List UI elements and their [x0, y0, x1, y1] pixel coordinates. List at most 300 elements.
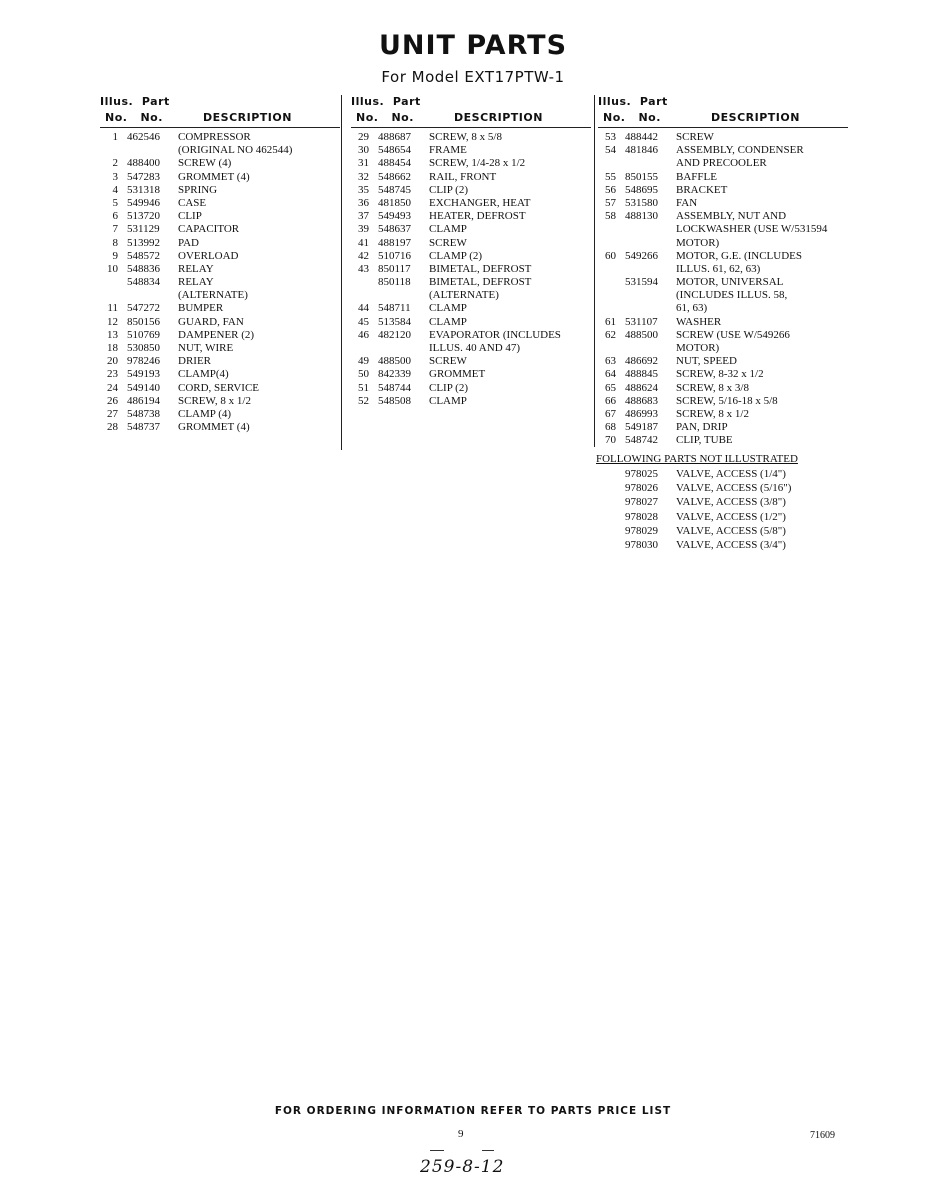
- part-description: CLAMP: [429, 223, 467, 236]
- part-number: 488687: [378, 131, 411, 143]
- description-header: DESCRIPTION: [711, 111, 800, 124]
- column-header: [598, 95, 848, 128]
- illus-number: 35: [358, 183, 369, 196]
- part-description: DAMPENER (2): [178, 328, 255, 341]
- part-header: Part: [639, 95, 668, 108]
- table-row: [100, 250, 340, 263]
- part-description: SCREW, 8 x 3/8: [676, 381, 749, 394]
- part-description: PAD: [178, 236, 199, 249]
- table-row: [351, 223, 591, 236]
- description-header: DESCRIPTION: [203, 111, 292, 124]
- part-number: 488683: [625, 394, 658, 407]
- part-description: CLIP (2): [429, 381, 469, 394]
- part-number: 850156: [127, 315, 160, 328]
- column-header: [351, 95, 591, 128]
- table-row: [351, 395, 591, 408]
- part-description: CLAMP(4): [178, 368, 229, 381]
- part-number: 547272: [127, 302, 160, 315]
- part-description: CLAMP: [429, 302, 467, 315]
- part-number: 510769: [127, 328, 160, 341]
- table-row: [598, 342, 848, 355]
- illus-number: 63: [605, 355, 616, 368]
- table-row: [598, 395, 848, 408]
- table-row: [598, 434, 848, 447]
- part-number: 486194: [127, 394, 160, 407]
- part-number: 488442: [625, 131, 658, 143]
- part-number: 510716: [378, 249, 411, 262]
- table-row: [351, 302, 591, 315]
- table-row: [351, 342, 591, 355]
- part-number: 978028: [625, 510, 658, 523]
- illus-number: 53: [605, 131, 616, 143]
- illus-number: 1: [112, 131, 118, 143]
- part-description: VALVE, ACCESS (3/8"): [676, 496, 786, 509]
- table-row: [598, 184, 848, 197]
- part-description: DRIER: [178, 355, 211, 368]
- part-header: Part: [392, 95, 421, 108]
- part-description: ASSEMBLY, NUT AND: [676, 210, 787, 223]
- part-description: NUT, WIRE: [178, 342, 234, 354]
- table-row: [351, 382, 591, 395]
- part-description: SCREW, 8 x 5/8: [429, 131, 502, 143]
- illus-number: 12: [107, 315, 118, 328]
- part-number: 978246: [127, 355, 160, 368]
- part-description: VALVE, ACCESS (5/16"): [676, 482, 792, 495]
- part-description: FAN: [676, 196, 698, 209]
- part-description: SPRING: [178, 183, 218, 196]
- document-number: 71609: [810, 1130, 835, 1141]
- table-row: [598, 289, 848, 302]
- table-row: [351, 171, 591, 184]
- illus-number: 8: [112, 236, 118, 249]
- illus-number: 70: [605, 434, 616, 447]
- part-description: ILLUS. 61, 62, 63): [676, 262, 761, 275]
- part-number: 548744: [378, 381, 411, 394]
- part-number: 488500: [378, 355, 411, 368]
- table-row: [598, 382, 848, 395]
- part-description: VALVE, ACCESS (1/2"): [676, 510, 786, 523]
- pen-mark: [482, 1150, 494, 1151]
- part-description: CASE: [178, 196, 207, 209]
- no-header: No.: [603, 111, 626, 124]
- table-row: [100, 263, 340, 276]
- table-row: [100, 316, 340, 329]
- illus-number: 61: [605, 315, 616, 328]
- table-row: [598, 144, 848, 157]
- table-row: [100, 144, 340, 157]
- table-row: [598, 408, 848, 421]
- part-description: CLAMP (2): [429, 249, 483, 262]
- part-number: 530850: [127, 342, 160, 354]
- part-description: CLIP, TUBE: [676, 434, 733, 447]
- illus-number: 68: [605, 421, 616, 434]
- illus-header: Illus.: [598, 95, 632, 108]
- table-row: [351, 250, 591, 263]
- part-description: SCREW, 8-32 x 1/2: [676, 368, 764, 381]
- illus-header: Illus.: [100, 95, 134, 108]
- part-description: SCREW, 1/4-28 x 1/2: [429, 157, 526, 170]
- part-description: SCREW (4): [178, 157, 232, 170]
- part-number: 486692: [625, 355, 658, 368]
- illus-number: 11: [107, 302, 118, 315]
- part-number: 488197: [378, 236, 411, 249]
- illus-number: 3: [112, 170, 118, 183]
- part-number: 978029: [625, 524, 658, 537]
- table-row: [100, 184, 340, 197]
- part-number: 531580: [625, 196, 658, 209]
- part-description: SCREW: [429, 236, 467, 249]
- table-row: [598, 157, 848, 170]
- part-number: 548834: [127, 276, 160, 289]
- table-row: [598, 421, 848, 434]
- part-description: BIMETAL, DEFROST: [429, 262, 532, 275]
- part-number: 548654: [378, 144, 411, 157]
- table-row: [598, 539, 848, 553]
- part-number: 488130: [625, 210, 658, 223]
- illus-number: 64: [605, 368, 616, 381]
- part-description: MOTOR): [676, 342, 720, 354]
- table-row: [351, 210, 591, 223]
- parts-column-2: [351, 95, 591, 408]
- part-description: (ALTERNATE): [178, 289, 248, 302]
- table-row: [598, 171, 848, 184]
- part-number: 513584: [378, 315, 411, 328]
- part-number: 842339: [378, 368, 411, 381]
- part-description: GROMMET (4): [178, 421, 250, 434]
- part-description: (INCLUDES ILLUS. 58,: [676, 289, 788, 302]
- illus-number: 67: [605, 407, 616, 420]
- part-description: SCREW: [429, 355, 467, 368]
- illus-number: 58: [605, 210, 616, 223]
- part-description: FRAME: [429, 144, 467, 157]
- part-number: 978027: [625, 496, 658, 509]
- model-subtitle: For Model EXT17PTW-1: [381, 68, 565, 86]
- part-number: 549193: [127, 368, 160, 381]
- handwritten-note: 259-8-12: [420, 1157, 505, 1177]
- table-row: [598, 223, 848, 236]
- part-number: 548711: [378, 302, 411, 315]
- table-row: [100, 171, 340, 184]
- part-description: HEATER, DEFROST: [429, 210, 526, 223]
- part-description: AND PRECOOLER: [676, 157, 767, 170]
- illus-number: 62: [605, 328, 616, 341]
- table-row: [100, 223, 340, 236]
- table-row: [351, 144, 591, 157]
- table-row: [100, 329, 340, 342]
- table-row: [598, 482, 848, 496]
- no-header: No.: [638, 111, 661, 124]
- table-row: [351, 368, 591, 381]
- part-description: OVERLOAD: [178, 249, 239, 262]
- table-row: [598, 511, 848, 525]
- illus-number: 27: [107, 407, 118, 420]
- part-description: EXCHANGER, HEAT: [429, 196, 531, 209]
- illus-number: 55: [605, 170, 616, 183]
- table-row: [598, 263, 848, 276]
- parts-column-3: [598, 95, 848, 448]
- part-number: 548836: [127, 262, 160, 275]
- illus-number: 46: [358, 328, 369, 341]
- part-number: 488400: [127, 157, 160, 170]
- part-number: 488624: [625, 381, 658, 394]
- table-row: [100, 210, 340, 223]
- table-row: [100, 276, 340, 289]
- part-description: CORD, SERVICE: [178, 381, 260, 394]
- part-number: 488454: [378, 157, 411, 170]
- part-number: 482120: [378, 328, 411, 341]
- illus-number: 26: [107, 394, 118, 407]
- part-description: SCREW: [676, 131, 714, 143]
- table-row: [351, 263, 591, 276]
- part-description: GUARD, FAN: [178, 315, 244, 328]
- part-description: CLAMP: [429, 315, 467, 328]
- table-row: [100, 302, 340, 315]
- part-number: 548745: [378, 183, 411, 196]
- table-row: [351, 131, 591, 144]
- column-header: [100, 95, 340, 128]
- illus-number: 45: [358, 315, 369, 328]
- table-row: [598, 496, 848, 510]
- part-description: VALVE, ACCESS (5/8"): [676, 524, 786, 537]
- part-number: 531318: [127, 183, 160, 196]
- table-row: [100, 382, 340, 395]
- part-header: Part: [141, 95, 170, 108]
- table-row: [351, 157, 591, 170]
- illus-number: 18: [107, 342, 118, 354]
- part-number: 481850: [378, 196, 411, 209]
- table-row: [598, 368, 848, 381]
- illus-number: 10: [107, 262, 118, 275]
- part-description: MOTOR, UNIVERSAL: [676, 276, 784, 289]
- part-description: (ORIGINAL NO 462544): [178, 144, 293, 157]
- illus-number: 66: [605, 394, 616, 407]
- table-row: [598, 302, 848, 315]
- not-illustrated-heading: FOLLOWING PARTS NOT ILLUSTRATED: [596, 453, 798, 465]
- part-number: 549493: [378, 210, 411, 223]
- table-row: [100, 237, 340, 250]
- table-row: [100, 395, 340, 408]
- table-row: [100, 408, 340, 421]
- part-description: CLIP (2): [429, 183, 469, 196]
- part-number: 978025: [625, 468, 658, 480]
- part-number: 547283: [127, 170, 160, 183]
- illus-number: 29: [358, 131, 369, 143]
- table-row: [598, 210, 848, 223]
- parts-column-1: [100, 95, 340, 434]
- part-description: CLAMP (4): [178, 407, 232, 420]
- table-row: [351, 197, 591, 210]
- part-description: BUMPER: [178, 302, 224, 315]
- illus-number: 23: [107, 368, 118, 381]
- part-number: 548738: [127, 407, 160, 420]
- illus-number: 57: [605, 196, 616, 209]
- part-description: BAFFLE: [676, 170, 717, 183]
- part-description: 61, 63): [676, 302, 708, 315]
- part-number: 531107: [625, 315, 658, 328]
- part-description: ASSEMBLY, CONDENSER: [676, 144, 804, 157]
- part-number: 488500: [625, 328, 658, 341]
- table-row: [100, 197, 340, 210]
- not-illustrated-list: [598, 468, 848, 553]
- part-description: GROMMET: [429, 368, 486, 381]
- part-number: 978030: [625, 538, 658, 551]
- part-number: 548637: [378, 223, 411, 236]
- table-row: [351, 329, 591, 342]
- part-number: 549266: [625, 249, 658, 262]
- illus-number: 4: [112, 183, 118, 196]
- illus-number: 54: [605, 144, 616, 157]
- table-row: [598, 276, 848, 289]
- table-row: [351, 237, 591, 250]
- table-row: [100, 368, 340, 381]
- part-number: 486993: [625, 407, 658, 420]
- part-description: SCREW, 5/16-18 x 5/8: [676, 394, 778, 407]
- illus-number: 30: [358, 144, 369, 157]
- part-description: MOTOR, G.E. (INCLUDES: [676, 249, 802, 262]
- part-description: BIMETAL, DEFROST: [429, 276, 532, 289]
- table-row: [100, 157, 340, 170]
- part-description: EVAPORATOR (INCLUDES: [429, 328, 561, 341]
- part-number: 531594: [625, 276, 658, 289]
- page-title: UNIT PARTS: [378, 30, 568, 61]
- illus-number: 37: [358, 210, 369, 223]
- part-number: 531129: [127, 223, 160, 236]
- illus-number: 7: [112, 223, 118, 236]
- table-row: [100, 421, 340, 434]
- illus-number: 39: [358, 223, 369, 236]
- illus-number: 13: [107, 328, 118, 341]
- part-description: CLIP: [178, 210, 202, 223]
- table-row: [100, 131, 340, 144]
- illus-number: 36: [358, 196, 369, 209]
- part-description: PAN, DRIP: [676, 421, 728, 434]
- illus-number: 41: [358, 236, 369, 249]
- part-description: SCREW, 8 x 1/2: [178, 394, 251, 407]
- table-row: [598, 237, 848, 250]
- part-number: 548572: [127, 249, 160, 262]
- illus-number: 43: [358, 262, 369, 275]
- parts-list: [598, 128, 848, 448]
- table-row: [100, 289, 340, 302]
- part-number: 850117: [378, 262, 411, 275]
- part-number: 549187: [625, 421, 658, 434]
- part-description: MOTOR): [676, 236, 720, 249]
- illus-header: Illus.: [351, 95, 385, 108]
- part-description: CAPACITOR: [178, 223, 240, 236]
- ordering-footer: FOR ORDERING INFORMATION REFER TO PARTS PRICE LIST: [274, 1105, 672, 1117]
- part-description: WASHER: [676, 315, 722, 328]
- part-number: 850155: [625, 170, 658, 183]
- table-row: [351, 276, 591, 289]
- part-number: 462546: [127, 131, 160, 143]
- part-number: 549946: [127, 196, 160, 209]
- table-row: [598, 329, 848, 342]
- illus-number: 60: [605, 249, 616, 262]
- illus-number: 28: [107, 421, 118, 434]
- part-description: VALVE, ACCESS (3/4"): [676, 538, 786, 551]
- illus-number: 2: [112, 157, 118, 170]
- illus-number: 52: [358, 394, 369, 407]
- illus-number: 6: [112, 210, 118, 223]
- illus-number: 50: [358, 368, 369, 381]
- part-description: LOCKWASHER (USE W/531594: [676, 223, 828, 236]
- table-row: [351, 316, 591, 329]
- page-number: 9: [458, 1128, 464, 1140]
- column-divider: [594, 95, 595, 447]
- table-row: [598, 355, 848, 368]
- illus-number: 20: [107, 355, 118, 368]
- illus-number: 42: [358, 249, 369, 262]
- part-description: BRACKET: [676, 183, 728, 196]
- part-description: NUT, SPEED: [676, 355, 737, 368]
- part-description: COMPRESSOR: [178, 131, 251, 143]
- illus-number: 5: [112, 196, 118, 209]
- part-description: ILLUS. 40 AND 47): [429, 342, 521, 354]
- column-divider: [341, 95, 342, 450]
- table-row: [598, 197, 848, 210]
- part-number: 548508: [378, 394, 411, 407]
- illus-number: 31: [358, 157, 369, 170]
- table-row: [100, 342, 340, 355]
- table-row: [351, 289, 591, 302]
- parts-list: [100, 128, 340, 434]
- part-number: 548695: [625, 183, 658, 196]
- table-row: [598, 131, 848, 144]
- table-row: [351, 355, 591, 368]
- part-number: 850118: [378, 276, 411, 289]
- illus-number: 49: [358, 355, 369, 368]
- illus-number: 51: [358, 381, 369, 394]
- table-row: [100, 355, 340, 368]
- illus-number: 9: [112, 249, 118, 262]
- part-description: RELAY: [178, 262, 214, 275]
- part-description: SCREW (USE W/549266: [676, 328, 790, 341]
- parts-list: [351, 128, 591, 408]
- part-description: VALVE, ACCESS (1/4"): [676, 468, 786, 480]
- table-row: [351, 184, 591, 197]
- no-header: No.: [105, 111, 128, 124]
- description-header: DESCRIPTION: [454, 111, 543, 124]
- table-row: [598, 316, 848, 329]
- illus-number: 24: [107, 381, 118, 394]
- part-number: 548742: [625, 434, 658, 447]
- pen-mark: [430, 1150, 444, 1151]
- part-description: GROMMET (4): [178, 170, 250, 183]
- illus-number: 32: [358, 170, 369, 183]
- part-number: 488845: [625, 368, 658, 381]
- part-description: CLAMP: [429, 394, 467, 407]
- no-header: No.: [140, 111, 163, 124]
- illus-number: 65: [605, 381, 616, 394]
- part-number: 978026: [625, 482, 658, 495]
- part-number: 513992: [127, 236, 160, 249]
- part-number: 481846: [625, 144, 658, 157]
- part-number: 549140: [127, 381, 160, 394]
- illus-number: 44: [358, 302, 369, 315]
- part-description: RELAY: [178, 276, 214, 289]
- part-number: 548662: [378, 170, 411, 183]
- part-description: RAIL, FRONT: [429, 170, 497, 183]
- table-row: [598, 525, 848, 539]
- table-row: [598, 250, 848, 263]
- part-number: 548737: [127, 421, 160, 434]
- part-description: (ALTERNATE): [429, 289, 499, 302]
- part-description: SCREW, 8 x 1/2: [676, 407, 749, 420]
- table-row: [598, 468, 848, 482]
- no-header: No.: [356, 111, 379, 124]
- no-header: No.: [391, 111, 414, 124]
- part-number: 513720: [127, 210, 160, 223]
